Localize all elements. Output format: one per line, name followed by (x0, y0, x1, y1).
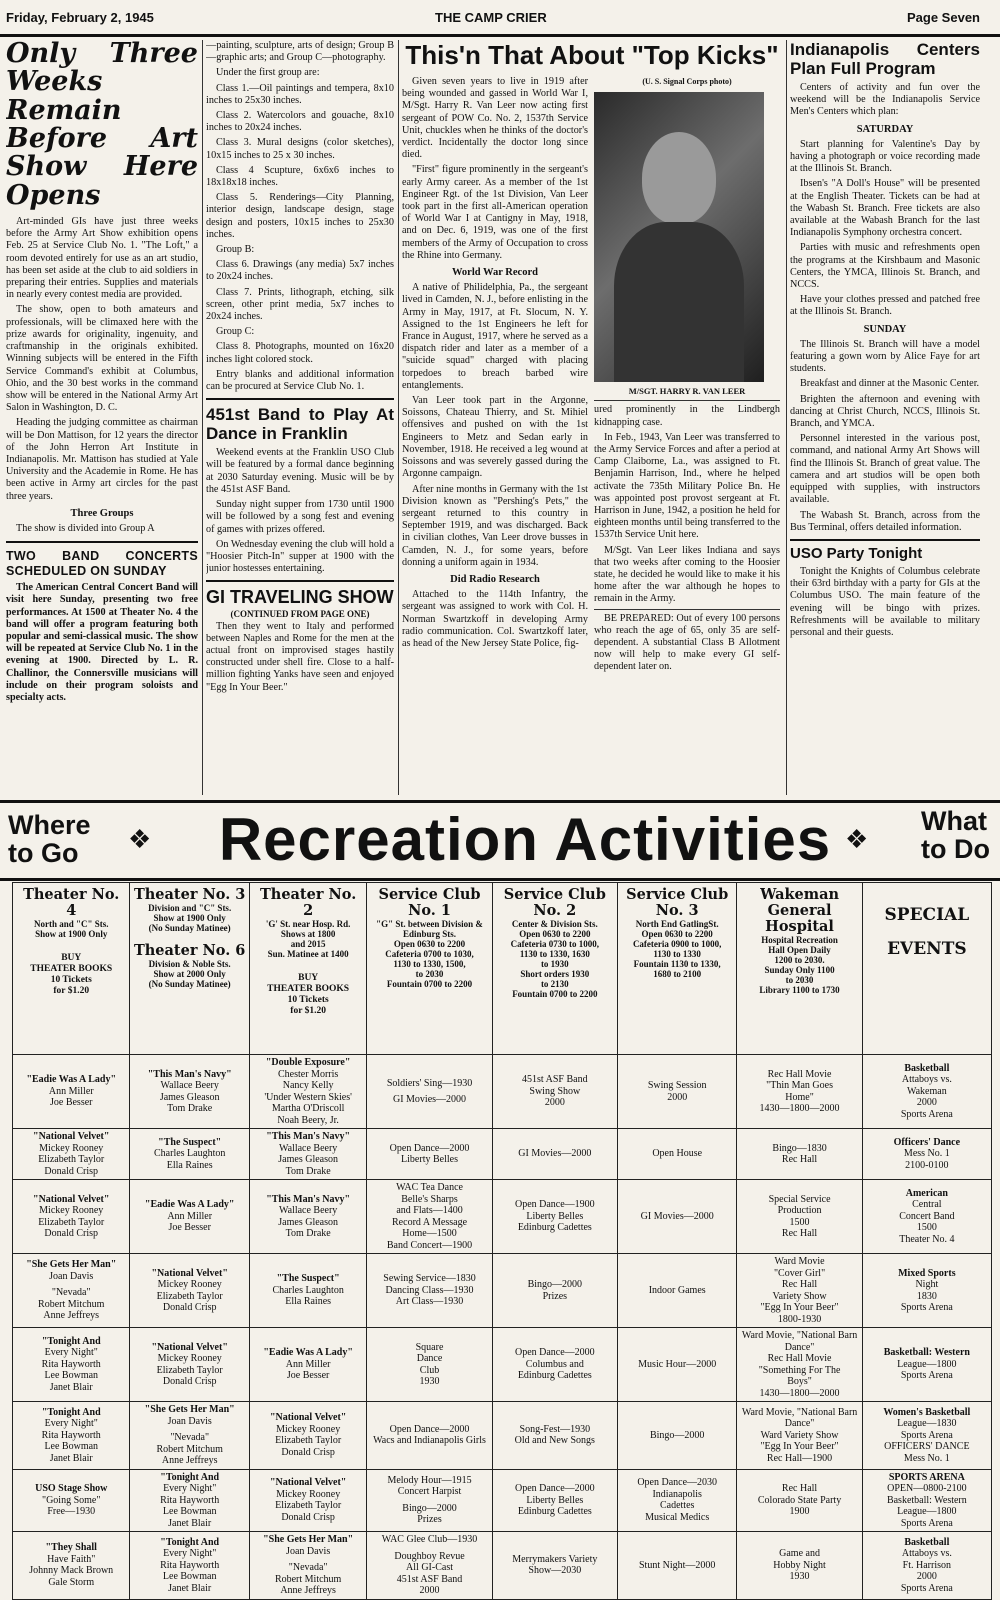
schedule-cell: "Eadie Was A Lady" Ann Miller Joe Besser (13, 1055, 130, 1129)
radio-research-subhead: Did Radio Research (450, 573, 540, 585)
schedule-row (13, 1402, 992, 1470)
venue-header (862, 883, 991, 1055)
schedule-cell: Special Service Production 1500 Rec Hall (737, 1180, 862, 1254)
top-kicks-headline: This'n That About "Top Kicks" (405, 40, 779, 70)
venue-detail: Open 0630 to 2200 (519, 929, 591, 939)
venue-detail: Hospital Recreation (761, 935, 838, 945)
schedule-cell: Basketball Attaboys vs. Ft. Harrison 2000 Sports Arena (862, 1532, 991, 1600)
schedule-cell: Ward Movie "Cover Girl" Rec Hall Variety Show "Egg In Your Beer" 1800-1930 (737, 1254, 862, 1328)
venue-detail: Cafeteria 0730 to 1000, (510, 939, 600, 949)
schedule-cell: "National Velvet" Mickey Rooney Elizabeth Taylor Donald Crisp (13, 1180, 130, 1254)
venue-detail: Short orders 1930 (520, 969, 590, 979)
art-paragraph: The show, open to both amateurs and professionals, will be climaxed here with the prize awards for originality, ingenuity, and craftmanship in the originals exhibited. Winning subjects will be entered in the Fifth Service Command's exhibit at Columbus, Ohio, and the 30 best works in the command show will be entered in the National Army Art Salon in Washington, D. C. (6, 304, 198, 414)
gi-show-headline: GI TRAVELING SHOW (206, 587, 394, 608)
schedule-row (13, 1180, 992, 1254)
top-kicks-paragraph: Attached to the 114th Infantry, the sergeant was assigned to work with Col. H. Norman Swartzkoff in developing Army radio communication. Col. Swartzkoff later, as head of the New Jersey State Police, fig- (402, 589, 588, 649)
schedule-cell: Bingo—1830 Rec Hall (737, 1129, 862, 1180)
venue-detail: Shows at 1800 (280, 929, 336, 939)
art-class-text: Entry blanks and additional information can be procured at Service Club No. 1. (206, 368, 394, 393)
gi-show-continued: (CONTINUED FROM PAGE ONE) (230, 609, 370, 620)
schedule-cell: Music Hour—2000 (617, 1328, 736, 1402)
photo-caption: M/SGT. HARRY R. VAN LEER (628, 386, 746, 397)
schedule-cell: "Double Exposure" Chester Morris Nancy Kelly 'Under Western Skies' Martha O'Driscoll Noah Beery, Jr. (249, 1055, 366, 1129)
schedule-cell: WAC Tea Dance Belle's Sharps and Flats—1400 Record A Message Home—1500 Band Concert—1900 (367, 1180, 492, 1254)
issue-date: Friday, February 2, 1945 (6, 10, 154, 25)
schedule-cell: "Tonight And Every Night" Rita Hayworth Lee Bowman Janet Blair (13, 1402, 130, 1470)
venue-detail: Open 0630 to 2200 (393, 939, 466, 949)
schedule-cell: Mixed Sports Night 1830 Sports Arena (862, 1254, 991, 1328)
schedule-cell: "National Velvet" Mickey Rooney Elizabeth Taylor Donald Crisp (130, 1328, 249, 1402)
recreation-schedule-table (12, 882, 992, 1600)
photo-credit: (U. S. Signal Corps photo) (642, 77, 732, 86)
top-kicks-paragraph: M/Sgt. Van Leer likes Indiana and says that two weeks after coming to the Hoosier state, he decided he would like to make it his home after the war although he hopes to remain in the Army. (594, 544, 780, 605)
schedule-cell: Officers' Dance Mess No. 1 2100-0100 (862, 1129, 991, 1180)
art-class-text: Class 6. Drawings (any media) 5x7 inches to 20x24 inches. (206, 259, 394, 283)
art-paragraph: Art-minded GIs have just three weeks before the Army Art Show exhibition opens Feb. 25 at Service Club No. 1. "The Loft," a room devoted entirely for use as an art studio, has been set aside at the club to aid soldiers in preparing their entries. Supplies and materials in nearly every contest media are provided. (6, 216, 198, 301)
schedule-cell: GI Movies—2000 (492, 1129, 617, 1180)
uso-party-headline: USO Party Tonight (790, 544, 923, 562)
venue-detail: Show at 1900 Only (35, 929, 108, 939)
franklin-paragraph: On Wednesday evening the club will hold a "Hoosier Pitch-In" supper at 1900 with the junior hostesses entertaining. (206, 538, 394, 575)
schedule-cell: Women's Basketball League—1830 Sports Arena OFFICERS' DANCE Mess No. 1 (862, 1402, 991, 1470)
be-prepared-note: BE PREPARED: Out of every 100 persons who reach the age of 65, only 35 are self-dependent. A substantial Class B Allotment now will help to make every GI self-dependent later on. (594, 612, 780, 673)
sunday-item: The Illinois St. Branch will have a model featuring a gown worn by Alice Faye for art students. (790, 338, 980, 375)
top-kicks-article (402, 40, 782, 795)
venue-detail: Fountain 0700 to 2200 (512, 989, 598, 999)
schedule-cell: "The Suspect" Charles Laughton Ella Raines (249, 1254, 366, 1328)
world-war-record-subhead: World War Record (452, 267, 538, 279)
venue-detail: to 1930 (540, 959, 569, 969)
schedule-cell: "Tonight And Every Night" Rita Hayworth Lee Bowman Janet Blair (130, 1469, 249, 1532)
schedule-row (13, 1129, 992, 1180)
schedule-cell: Ward Movie, "National Barn Dance" Rec Hall Movie "Something For The Boys" 1430—1800—2000 (737, 1328, 862, 1402)
top-kicks-paragraph: Given seven years to live in 1919 after being wounded and gassed in World War I, M/Sgt. Harry R. Van Leer now acting first sergeant of POW Co. No. 2, 1537th Service Unit, chuckles when he thinks of the doctor's verdict. Incidentally the doctor long since died. (402, 76, 588, 161)
three-groups-subhead: Three Groups (70, 507, 134, 519)
top-kicks-col1 (402, 76, 588, 795)
venue-detail: to 2030 (415, 969, 444, 979)
venue-header (617, 883, 736, 1055)
art-paragraph: Heading the judging committee as chairman will be Don Mattison, for 12 years the director of the John Herron Art Institute in Indianapolis. Mr. Mattison has studied at Yale University and the Academie in Rome. He has been active in Army art circles for the past three years. (6, 417, 198, 502)
venue-detail: 1130 to 1330 (653, 949, 701, 959)
art-class-text: Class 2. Watercolors and gouache, 8x10 inches to 20x24 inches. (206, 110, 394, 134)
schedule-row (13, 1328, 992, 1402)
saturday-item: Start planning for Valentine's Day by having a photograph or voice recording made at the Illinois St. Branch. (790, 138, 980, 175)
venue-header (13, 883, 130, 1055)
schedule-row (13, 1469, 992, 1532)
venue-detail: Show at 1900 Only (153, 913, 226, 923)
venue-title: Theater No. 6 (133, 942, 246, 959)
schedule-cell: Melody Hour—1915 Concert Harpist Bingo—2000 Prizes (367, 1469, 492, 1532)
venue-detail: Center & Division Sts. (511, 919, 598, 929)
ornament-icon: ❖ (845, 825, 869, 854)
venue-detail: to 2030 (785, 975, 814, 985)
schedule-cell: Open Dance—2000 Liberty Belles (367, 1129, 492, 1180)
art-class-text: Under the first group are: (216, 67, 320, 79)
theater-books-offer: BUY THEATER BOOKS 10 Tickets for $1.20 (30, 953, 113, 996)
schedule-cell: "They Shall Have Faith" Johnny Mack Brown Gale Storm (13, 1532, 130, 1600)
venue-header (367, 883, 492, 1055)
recreation-banner (0, 800, 1000, 881)
venue-detail: and 2015 (290, 939, 326, 949)
schedule-cell: "The Suspect" Charles Laughton Ella Raines (130, 1129, 249, 1180)
top-kicks-paragraph: After nine months in Germany with the 1st Division known as "Pershing's Pets," the sergeant returned to this country in September 1919, and was discharged. Back in civilian clothes, Van Leer drove busses in Camden, N. J., for some years, before donning a uniform again in 1934. (402, 483, 588, 568)
venue-detail: Library 1100 to 1730 (759, 985, 840, 995)
top-kicks-col2 (594, 76, 780, 795)
schedule-cell: Bingo—2000 (617, 1402, 736, 1470)
schedule-cell: Bingo—2000 Prizes (492, 1254, 617, 1328)
sunday-subhead: SUNDAY (863, 323, 907, 335)
art-class-text: Group C: (216, 326, 255, 338)
art-class-text: Class 1.—Oil paintings and tempera, 8x10 inches to 25x30 inches. (206, 82, 394, 106)
art-paragraph: The show is divided into Group A (16, 522, 155, 534)
venue-detail: to 2130 (540, 979, 569, 989)
indianapolis-column (790, 40, 980, 795)
schedule-cell: Open Dance—2000 Liberty Belles Edinburg Cadettes (492, 1469, 617, 1532)
venue-detail: Fountain 1130 to 1330, (633, 959, 721, 969)
venue-detail: (No Sunday Matinee) (148, 923, 231, 933)
paper-name: THE CAMP CRIER (435, 10, 547, 25)
ornament-icon: ❖ (128, 825, 152, 854)
venue-detail: 1200 to 2030. (774, 955, 825, 965)
venue-detail: North and "C" Sts. (33, 919, 109, 929)
venue-header (737, 883, 862, 1055)
franklin-headline: 451st Band to Play At Dance in Franklin (206, 405, 394, 444)
art-classes-column (206, 40, 394, 795)
indianapolis-intro: Centers of activity and fun over the weekend will be the Indianapolis Service Men's Centers which plan: (790, 82, 980, 118)
uso-party-text: Tonight the Knights of Columbus celebrate their 63rd birthday with a party for GIs at the Columbus USO. The main feature of the evening will be bingo with prizes. Refreshments will be available to military personal and their guests. (790, 565, 980, 638)
art-class-text: Class 4 Scupture, 6x6x6 inches to 18x18x18 inches. (206, 164, 394, 189)
schedule-cell: Open Dance—2000 Wacs and Indianapolis Girls (367, 1402, 492, 1470)
schedule-cell: "Tonight And Every Night" Rita Hayworth Lee Bowman Janet Blair (13, 1328, 130, 1402)
theater-books-offer: BUY THEATER BOOKS 10 Tickets for $1.20 (267, 973, 350, 1016)
schedule-cell: Open Dance—2030 Indianapolis Cadettes Musical Medics (617, 1469, 736, 1532)
schedule-cell: Open Dance—1900 Liberty Belles Edinburg Cadettes (492, 1180, 617, 1254)
venue-detail: Open 0630 to 2200 (641, 929, 713, 939)
schedule-cell: Rec Hall Colorado State Party 1900 (737, 1469, 862, 1532)
page-number: Page Seven (907, 10, 980, 25)
venue-detail: Cafeteria 0700 to 1030, (385, 949, 474, 959)
schedule-cell: Swing Session 2000 (617, 1055, 736, 1129)
schedule-cell: "National Velvet" Mickey Rooney Elizabeth Taylor Donald Crisp (249, 1469, 366, 1532)
venue-detail: Show at 2000 Only (153, 969, 226, 979)
franklin-paragraph: Sunday night supper from 1730 until 1900 will be followed by a song fest and evening of games with prizes offered. (206, 499, 394, 535)
schedule-cell: "She Gets Her Man" Joan Davis "Nevada" Robert Mitchum Anne Jeffreys (249, 1532, 366, 1600)
venue-detail: Fountain 0700 to 2200 (386, 979, 473, 989)
art-class-text: Class 8. Photographs, mounted on 16x20 inches light colored stock. (206, 341, 394, 365)
schedule-row (13, 1254, 992, 1328)
schedule-cell: Merrymakers Variety Show—2030 (492, 1532, 617, 1600)
venue-detail: 1130 to 1330, 1630 (519, 949, 590, 959)
saturday-item: Parties with music and refreshments open the programs at the Kirshbaum and Masonic Centers, the YMCA, Illinois St. Branch, and NCCS. (790, 242, 980, 291)
venue-detail: (No Sunday Matinee) (148, 979, 231, 989)
banner-title: Recreation Activities (218, 806, 832, 873)
venue-detail: Division and "C" Sts. (148, 903, 232, 913)
sunday-item: Brighten the afternoon and evening with dancing at Christ Church, NCCS, Illinois St. Branch, and YMCA. (790, 393, 980, 430)
schedule-cell: Game and Hobby Night 1930 (737, 1532, 862, 1600)
schedule-cell: Square Dance Club 1930 (367, 1328, 492, 1402)
schedule-cell: WAC Glee Club—1930 Doughboy Revue All GI-Cast 451st ASF Band 2000 (367, 1532, 492, 1600)
schedule-row (13, 1055, 992, 1129)
venue-title: Service Club No. 1 (378, 886, 481, 919)
schedule-cell: "National Velvet" Mickey Rooney Elizabeth Taylor Donald Crisp (13, 1129, 130, 1180)
schedule-cell: Soldiers' Sing—1930 GI Movies—2000 (367, 1055, 492, 1129)
venue-title: Theater No. 3 (133, 886, 246, 903)
art-show-headline: Only Three Weeks Remain Before Art Show Here Opens (6, 40, 198, 211)
venue-detail: Hall Open Daily (768, 945, 831, 955)
banner-where: Where to Go (8, 810, 91, 868)
venue-title: Service Club No. 2 (503, 886, 606, 919)
schedule-cell: Sewing Service—1830 Dancing Class—1930 Art Class—1930 (367, 1254, 492, 1328)
sunday-item: The Wabash St. Branch, across from the Bus Terminal, offers detailed information. (790, 509, 980, 533)
venue-header (492, 883, 617, 1055)
masthead (0, 0, 1000, 37)
schedule-cell: "Eadie Was A Lady" Ann Miller Joe Besser (249, 1328, 366, 1402)
schedule-cell: "Eadie Was A Lady" Ann Miller Joe Besser (130, 1180, 249, 1254)
schedule-cell: Indoor Games (617, 1254, 736, 1328)
schedule-cell: GI Movies—2000 (617, 1180, 736, 1254)
venue-detail: Sunday Only 1100 (764, 965, 835, 975)
franklin-paragraph: Weekend events at the Franklin USO Club will be featured by a formal dance beginning at 2030 Saturday evening. Music will be by the 451st ASF Band. (206, 447, 394, 495)
top-kicks-paragraph: ured prominently in the Lindbergh kidnapping case. (594, 404, 780, 428)
art-class-text: Class 7. Prints, lithograph, etching, silk screen, other print media, 5x7 inches to 20x24 inches. (206, 286, 394, 323)
van-leer-photo (594, 92, 764, 382)
top-kicks-paragraph: In Feb., 1943, Van Leer was transferred to the Army Service Forces and after a period at Camp Claiborne, La., was assigned to Ft. Benjamin Harrison, Ind., where he helped activate the 735th Military Police Bn. He was appointed post provost sergeant at Ft. Harrison in June, 1942, a position he held for eighteen months until being transferred to the 1537th Service Unit here. (594, 431, 780, 541)
venue-detail: 1680 to 2100 (653, 969, 702, 979)
schedule-cell: Basketball Attaboys vs. Wakeman 2000 Sports Arena (862, 1055, 991, 1129)
venue-title: Service Club No. 3 (626, 886, 729, 919)
schedule-cell: Open Dance—2000 Columbus and Edinburg Cadettes (492, 1328, 617, 1402)
venue-title: Theater No. 2 (259, 886, 357, 919)
schedule-cell: "This Man's Navy" Wallace Beery James Gleason Tom Drake (249, 1129, 366, 1180)
schedule-cell: "This Man's Navy" Wallace Beery James Gleason Tom Drake (249, 1180, 366, 1254)
venue-header (130, 883, 249, 1055)
gi-show-text: Then they went to Italy and performed between Naples and Rome for the men at the actual front on improvised stages hastily constructed under shell fire. Close to a half-million fighting Yanks have seen and enjoyed "Egg In Your Beer." (206, 620, 394, 693)
schedule-cell: Song-Fest—1930 Old and New Songs (492, 1402, 617, 1470)
venue-title: SPECIAL (884, 905, 970, 925)
venue-detail: 'G' St. near Hosp. Rd. (265, 919, 351, 929)
indianapolis-headline: Indianapolis Centers Plan Full Program (790, 40, 980, 78)
schedule-cell: "This Man's Navy" Wallace Beery James Gleason Tom Drake (130, 1055, 249, 1129)
venue-detail: Division & Noble Sts. (148, 959, 231, 969)
top-kicks-paragraph: A native of Philidelphia, Pa., the sergeant lived in Camden, N. J., before enlisting in the Army in May, 1917, at Ft. Slocum, N. Y. Assigned to the 1st Engineers he left for France in August, 1917, where he served as a dispatch rider and later as a member of a "suicide squad" charged with placing torpedoes to breach barbed wire entanglements. (402, 282, 588, 391)
art-class-text: Group B: (216, 244, 255, 256)
venue-detail: 1130 to 1330, 1500, (393, 959, 466, 969)
art-show-column (6, 40, 198, 795)
schedule-cell: "National Velvet" Mickey Rooney Elizabeth Taylor Donald Crisp (130, 1254, 249, 1328)
venue-header (249, 883, 366, 1055)
schedule-cell: Stunt Night—2000 (617, 1532, 736, 1600)
top-kicks-paragraph: Van Leer took part in the Argonne, Soissons, Chateau Thierry, and St. Mihiel offensives and pushed on with the 1st Engineers to Metz and Sedan early in November, 1918. He received a leg wound at Soissons and was severely gassed during the Argonne campaign. (402, 395, 588, 480)
schedule-cell: Basketball: Western League—1800 Sports Arena (862, 1328, 991, 1402)
schedule-cell: "National Velvet" Mickey Rooney Elizabeth Taylor Donald Crisp (249, 1402, 366, 1470)
venue-detail: North End GatlingSt. (635, 919, 719, 929)
saturday-item: Have your clothes pressed and patched free at the Illinois St. Branch. (790, 294, 980, 318)
schedule-cell: Open House (617, 1129, 736, 1180)
art-class-text: Class 5. Renderings—City Planning, interior design, landscape design, stage design and posters, 10x15 inches to 25x30 inches. (206, 192, 394, 240)
band-concerts-text: The American Central Concert Band will visit here Sunday, presenting two free performances. At 1500 at Theater No. 4 the band will offer a program featuring both popular and semi-classical music. The show will be repeated at Service Club No. 1 in the evening at 1900. Directed by L. R. Challinor, the Connersville musicians will include on their program soloists and specialty acts. (6, 582, 198, 703)
schedule-cell: "She Gets Her Man" Joan Davis "Nevada" Robert Mitchum Anne Jeffreys (13, 1254, 130, 1328)
schedule-cell: 451st ASF Band Swing Show 2000 (492, 1055, 617, 1129)
venue-title: EVENTS (887, 939, 967, 959)
schedule-cell: American Central Concert Band 1500 Theater No. 4 (862, 1180, 991, 1254)
art-class-text: Class 3. Mural designs (color sketches), 10x15 inches to 25 x 30 inches. (206, 137, 394, 161)
schedule-row (13, 1532, 992, 1600)
top-kicks-paragraph: "First" figure prominently in the sergeant's early Army career. As a member of the 1st Engineer Rgt. of the 1st Division, Van Leer took part in the first all-American operation of World War I at Cantigny in May, 1918, and on Dec. 6, 1919, was one of the first members of the Army of Occupation to cross the Rhine into Germany. (402, 164, 588, 261)
saturday-item: Ibsen's "A Doll's House" will be presented at the English Theater. Tickets can be had at the Wabash St. Branch. Free tickets are also available at the Wabash Branch for the last Indianapolis Symphony orchestra concert. (790, 178, 980, 239)
venue-detail: Sun. Matinee at 1400 (267, 949, 349, 959)
venue-title: Theater No. 4 (23, 886, 120, 919)
band-concerts-headline: TWO BAND CONCERTS SCHEDULED ON SUNDAY (6, 549, 198, 579)
schedule-cell: "Tonight And Every Night" Rita Hayworth Lee Bowman Janet Blair (130, 1532, 249, 1600)
banner-what: What to Do (921, 806, 990, 864)
venue-detail: Cafeteria 0900 to 1000, (632, 939, 722, 949)
schedule-cell: "She Gets Her Man" Joan Davis "Nevada" Robert Mitchum Anne Jeffreys (130, 1402, 249, 1470)
art-class-text: —painting, sculpture, arts of design; Group B—graphic arts; and Group C—photography. (206, 40, 394, 64)
schedule-cell: USO Stage Show "Going Some" Free—1930 (13, 1469, 130, 1532)
schedule-cell: Rec Hall Movie "Thin Man Goes Home" 1430—1800—2000 (737, 1055, 862, 1129)
venue-title: Wakeman General Hospital (760, 886, 840, 935)
schedule-cell: SPORTS ARENA OPEN—0800-2100 Basketball: Western League—1800 Sports Arena (862, 1469, 991, 1532)
schedule-cell: Ward Movie, "National Barn Dance" Ward Variety Show "Egg In Your Beer" Rec Hall—1900 (737, 1402, 862, 1470)
saturday-subhead: SATURDAY (856, 123, 914, 135)
venue-detail: "G" St. between Division & Edinburg Sts. (376, 919, 483, 939)
sunday-item: Breakfast and dinner at the Masonic Center. (800, 378, 980, 390)
sunday-item: Personnel interested in the various post, command, and national Army Art Shows will find the Illinois St. Branch of great value. The camera and art studios will be open both equipped with supplies, with instructors available. (790, 433, 980, 506)
